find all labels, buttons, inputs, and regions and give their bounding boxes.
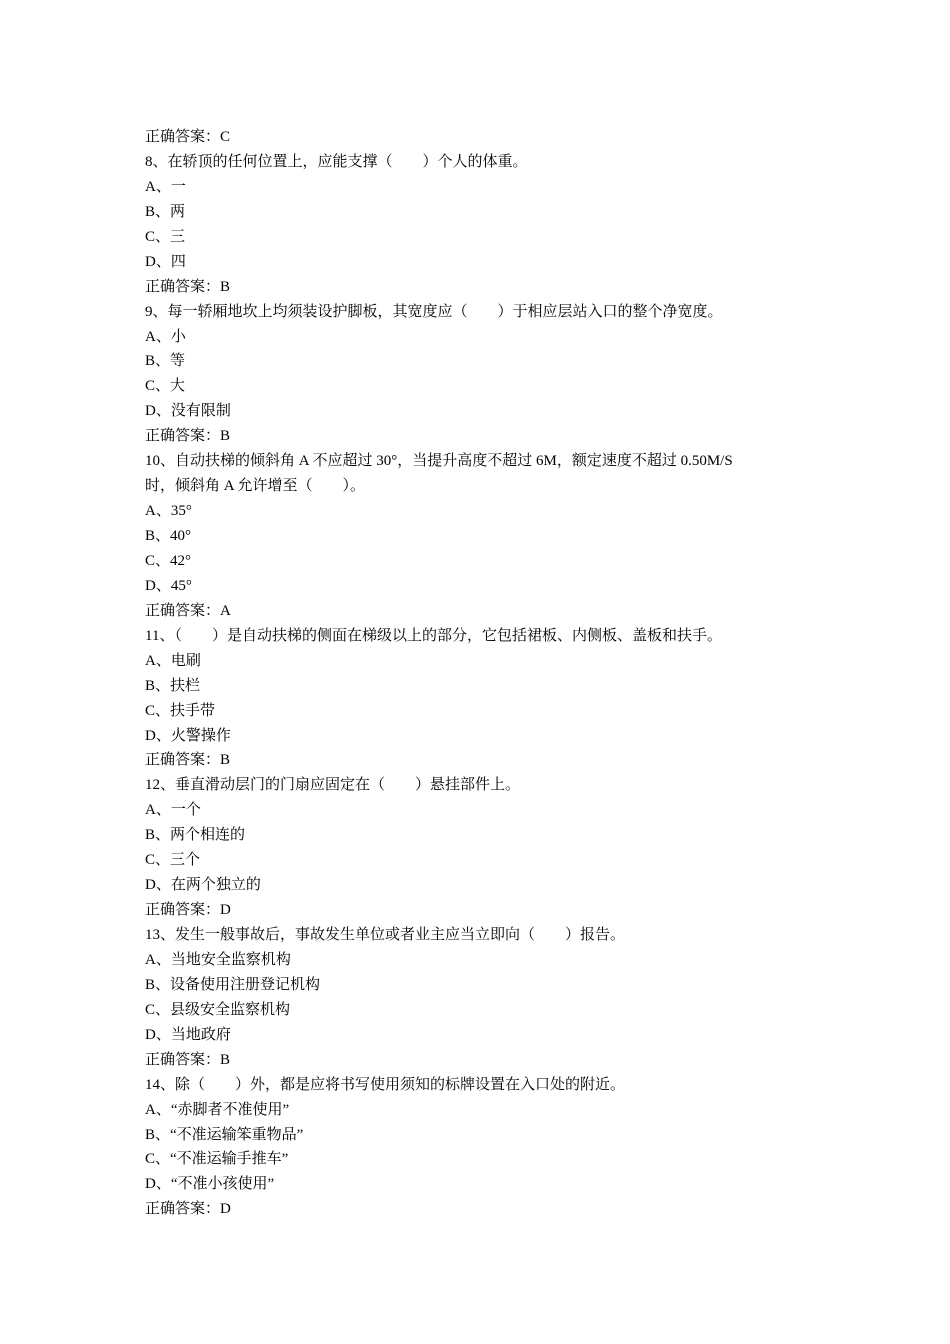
answer-line: 正确答案：B xyxy=(145,752,231,769)
option-d: D、没有限制 xyxy=(145,403,231,420)
option-a: A、当地安全监察机构 xyxy=(145,951,291,968)
answer-line: 正确答案：B xyxy=(145,278,231,295)
option-a: A、电刷 xyxy=(145,652,201,669)
option-b: B、扶栏 xyxy=(145,677,201,694)
answer-line: 正确答案：D xyxy=(145,902,231,919)
answer-line: 正确答案：B xyxy=(145,1051,231,1068)
option-a: A、“赤脚者不准使用” xyxy=(145,1101,290,1118)
option-c: C、大 xyxy=(145,378,186,395)
question-block xyxy=(145,773,825,923)
question-text: 10、自动扶梯的倾斜角 A 不应超过 30°，当提升高度不超过 6M，额定速度不超过 0.50M/S xyxy=(145,453,733,470)
question-block xyxy=(145,1073,825,1223)
question-text: 9、每一轿厢地坎上均须装设护脚板，其宽度应（ ）于相应层站入口的整个净宽度。 xyxy=(145,303,723,320)
answer-line: 正确答案：A xyxy=(145,602,231,619)
question-block xyxy=(145,923,825,1073)
option-b: B、“不准运输笨重物品” xyxy=(145,1126,304,1143)
option-c: C、“不准运输手推车” xyxy=(145,1151,289,1168)
option-d: D、四 xyxy=(145,253,186,270)
option-a: A、35° xyxy=(145,503,192,520)
option-a: A、一 xyxy=(145,178,186,195)
question-text: 8、在轿顶的任何位置上，应能支撑（ ）个人的体重。 xyxy=(145,153,528,170)
question-text: 13、发生一般事故后，事故发生单位或者业主应当立即向（ ）报告。 xyxy=(145,927,626,943)
option-d: D、在两个独立的 xyxy=(145,877,261,894)
question-text-continued: 时，倾斜角 A 允许增至（ ）。 xyxy=(145,478,366,495)
question-text: 14、除（ ）外，都是应将书写使用须知的标牌设置在入口处的附近。 xyxy=(145,1076,626,1093)
option-d: D、当地政府 xyxy=(145,1026,231,1043)
question-block xyxy=(145,624,825,774)
question-block xyxy=(145,300,825,450)
answer-line: 正确答案：B xyxy=(145,428,231,445)
option-b: B、设备使用注册登记机构 xyxy=(145,976,321,993)
option-b: B、40° xyxy=(145,528,192,544)
option-c: C、三个 xyxy=(145,852,201,869)
option-d: D、火警操作 xyxy=(145,727,231,744)
option-c: C、42° xyxy=(145,552,192,569)
option-b: B、等 xyxy=(145,353,186,370)
document-page xyxy=(145,125,825,1222)
option-c: C、三 xyxy=(145,228,186,245)
option-d: D、45° xyxy=(145,577,192,594)
option-d: D、“不准小孩使用” xyxy=(145,1176,275,1193)
option-b: B、两个相连的 xyxy=(145,827,246,844)
answer-line: 正确答案：C xyxy=(145,129,231,145)
question-text: 12、垂直滑动层门的门扇应固定在（ ）悬挂部件上。 xyxy=(145,777,521,794)
question-block xyxy=(145,150,825,300)
question-text: 11、（ ）是自动扶梯的侧面在梯级以上的部分，它包括裙板、内侧板、盖板和扶手。 xyxy=(145,627,722,644)
answer-line: 正确答案：D xyxy=(145,1201,231,1218)
option-c: C、县级安全监察机构 xyxy=(145,1001,291,1018)
question-block xyxy=(145,449,825,624)
option-c: C、扶手带 xyxy=(145,702,216,719)
option-a: A、一个 xyxy=(145,802,201,819)
option-b: B、两 xyxy=(145,203,186,220)
option-a: A、小 xyxy=(145,328,186,345)
